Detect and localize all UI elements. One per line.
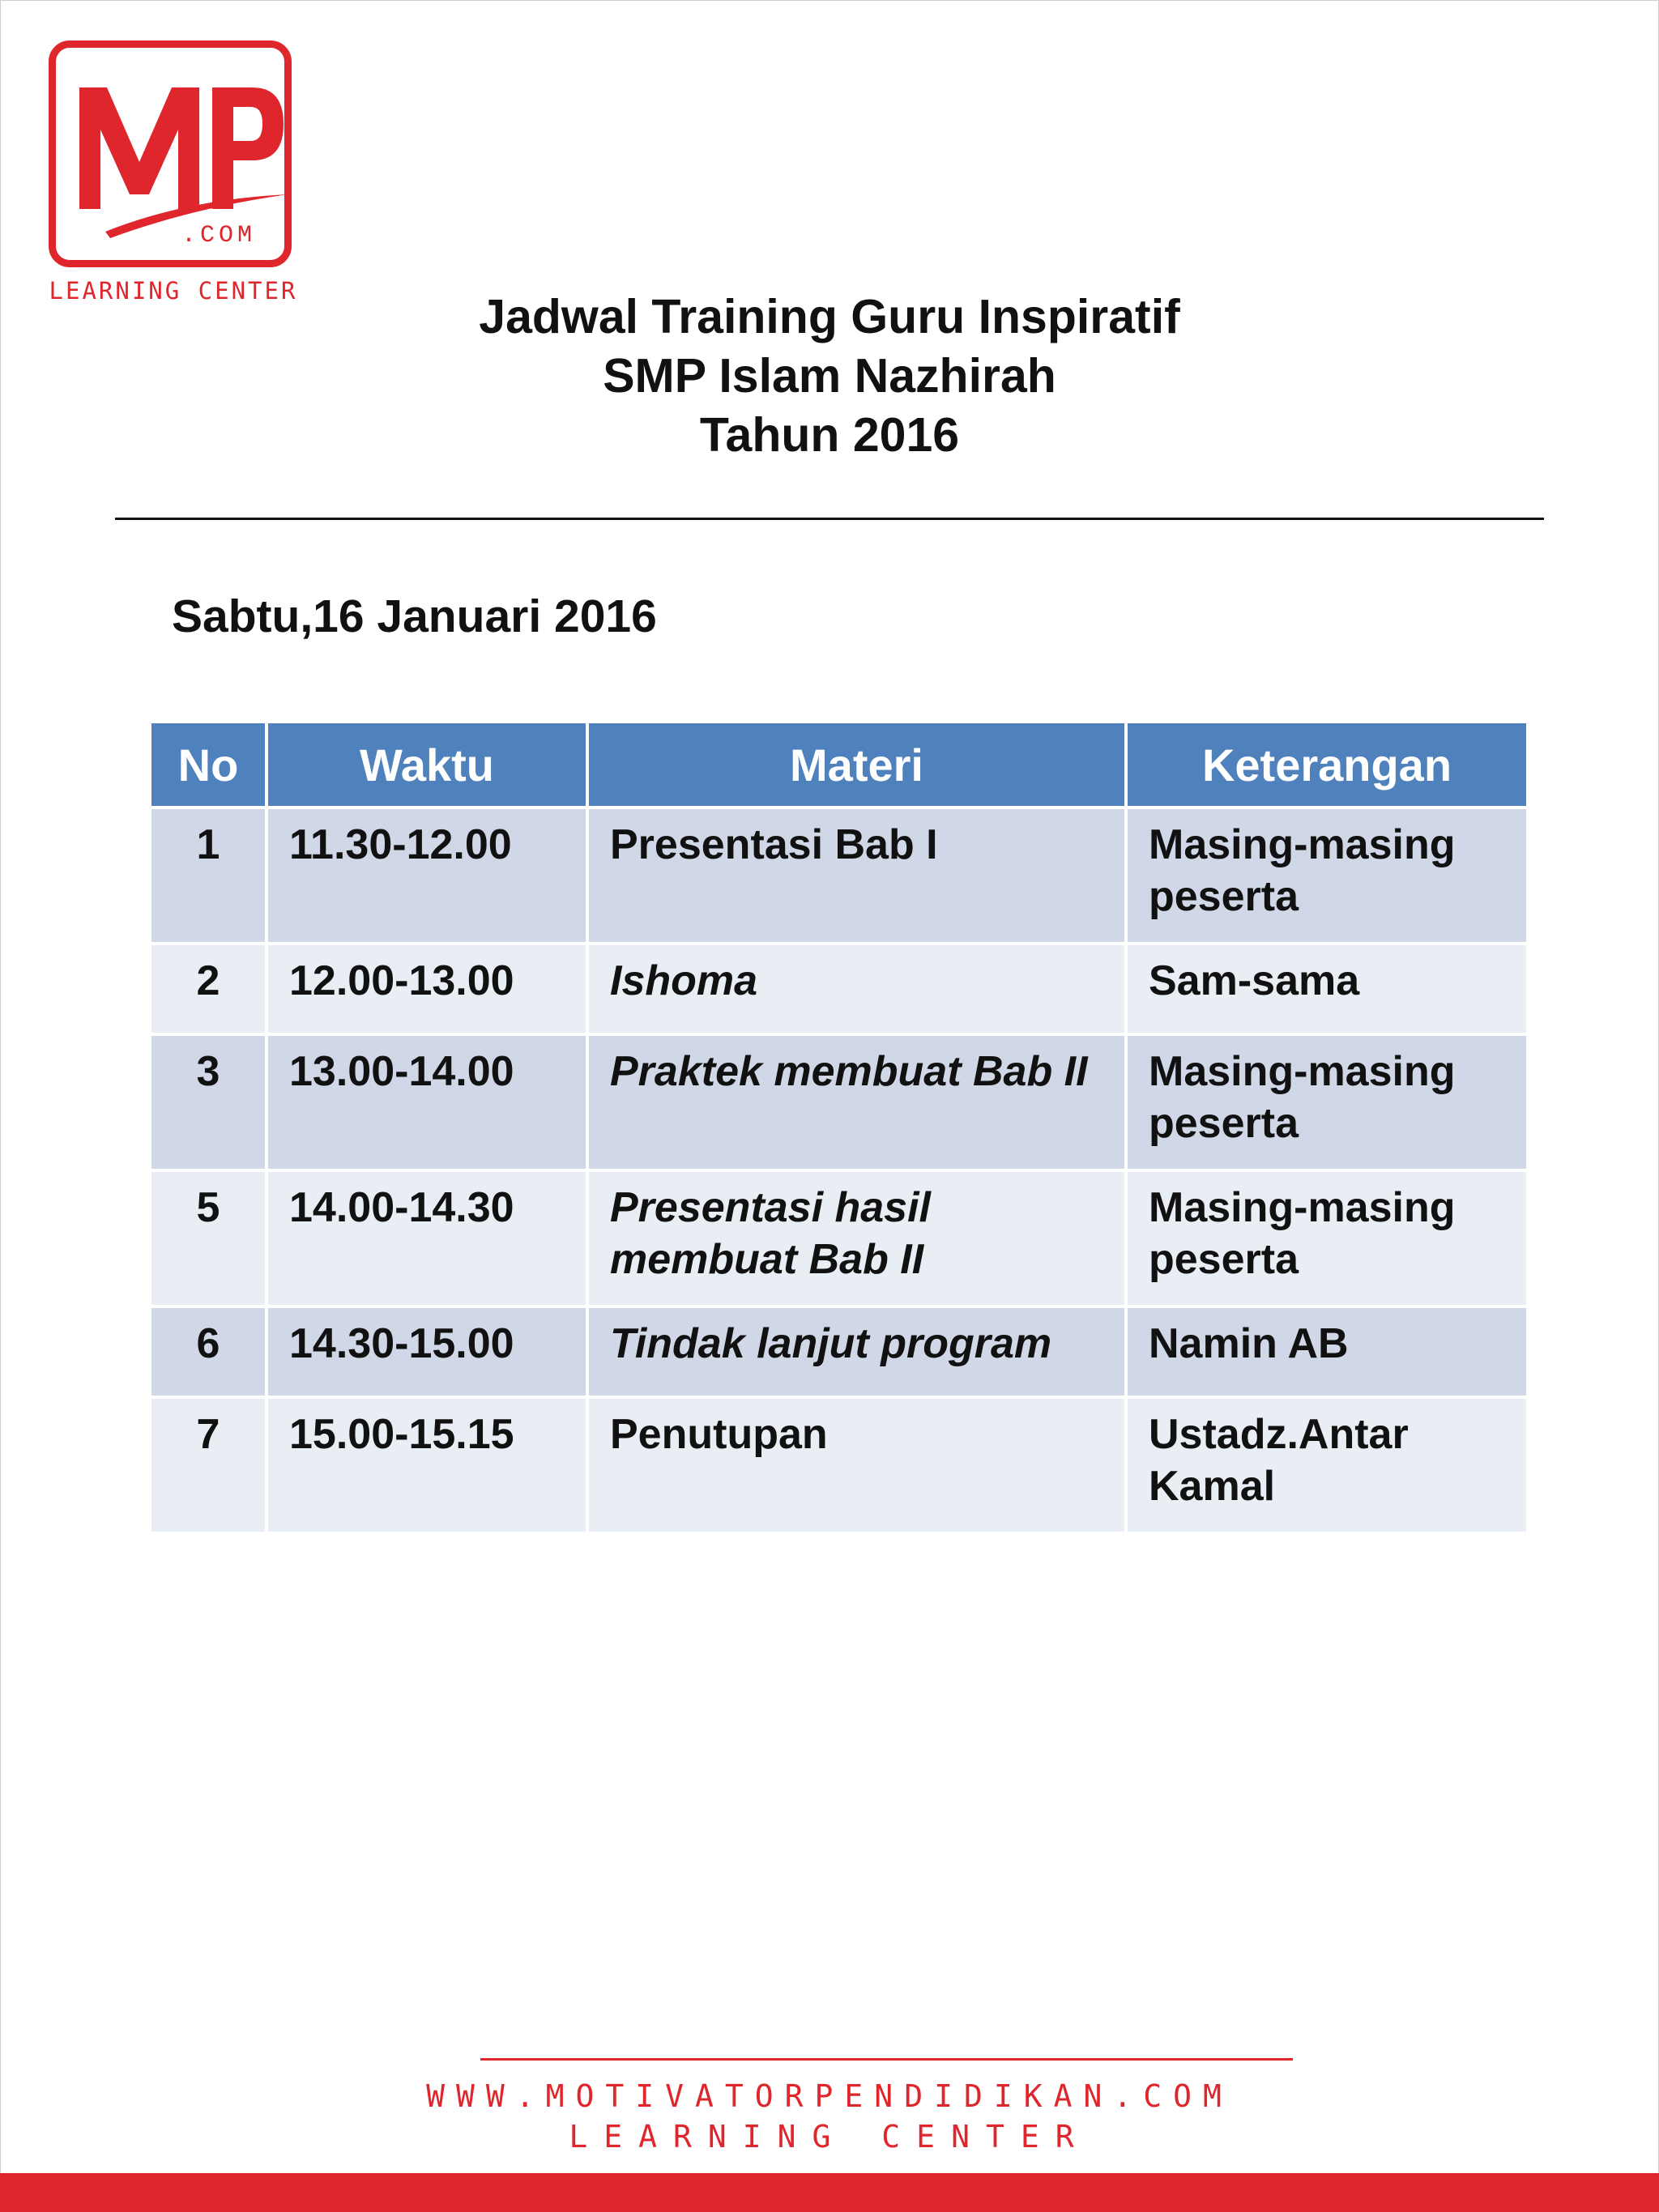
logo [44,37,303,313]
cell-materi: Tindak lanjut program [589,1308,1124,1396]
table-row [151,1172,1526,1305]
title-line-2: SMP Islam Nazhirah [603,349,1056,403]
cell-no: 6 [151,1308,265,1396]
cell-materi: Penutupan [589,1399,1124,1532]
table-row [151,809,1526,942]
cell-materi: Presentasi Bab I [589,809,1124,942]
footer-bar [0,2173,1659,2212]
cell-keterangan: Namin AB [1128,1308,1526,1396]
cell-keterangan: Masing-masing peserta [1128,809,1526,942]
header-materi: Materi [589,723,1124,806]
header-no: No [151,723,265,806]
cell-materi: Presentasi hasil membuat Bab II [589,1172,1124,1305]
cell-waktu: 11.30-12.00 [268,809,586,942]
table-row [151,1036,1526,1169]
cell-materi: Praktek membuat Bab II [589,1036,1124,1169]
cell-waktu: 13.00-14.00 [268,1036,586,1169]
footer-subtitle: LEARNING CENTER [569,2119,1090,2154]
cell-no: 1 [151,809,265,942]
table-header-row [151,723,1526,806]
cell-keterangan: Masing-masing peserta [1128,1036,1526,1169]
title-divider [115,518,1544,520]
schedule-date: Sabtu,16 Januari 2016 [172,590,657,642]
logo-com: .COM [181,222,257,249]
header-waktu: Waktu [268,723,586,806]
cell-no: 3 [151,1036,265,1169]
cell-keterangan: Sam-sama [1128,945,1526,1033]
cell-waktu: 14.30-15.00 [268,1308,586,1396]
cell-keterangan: Ustadz.Antar Kamal [1128,1399,1526,1532]
table-row [151,1308,1526,1396]
cell-no: 5 [151,1172,265,1305]
table-row [151,945,1526,1033]
table-row [151,1399,1526,1532]
footer-divider [480,2058,1293,2061]
cell-waktu: 12.00-13.00 [268,945,586,1033]
schedule-table [148,720,1529,1535]
cell-keterangan: Masing-masing peserta [1128,1172,1526,1305]
cell-waktu: 15.00-15.15 [268,1399,586,1532]
title-line-3: Tahun 2016 [699,408,960,462]
cell-no: 7 [151,1399,265,1532]
footer-url: WWW.MOTIVATORPENDIDIKAN.COM [426,2078,1233,2114]
cell-no: 2 [151,945,265,1033]
cell-materi: Ishoma [589,945,1124,1033]
logo-subtitle: LEARNING CENTER [49,277,298,305]
cell-waktu: 14.00-14.30 [268,1172,586,1305]
title-line-1: Jadwal Training Guru Inspiratif [479,290,1180,343]
header-keterangan: Keterangan [1128,723,1526,806]
page-title [0,288,1659,465]
